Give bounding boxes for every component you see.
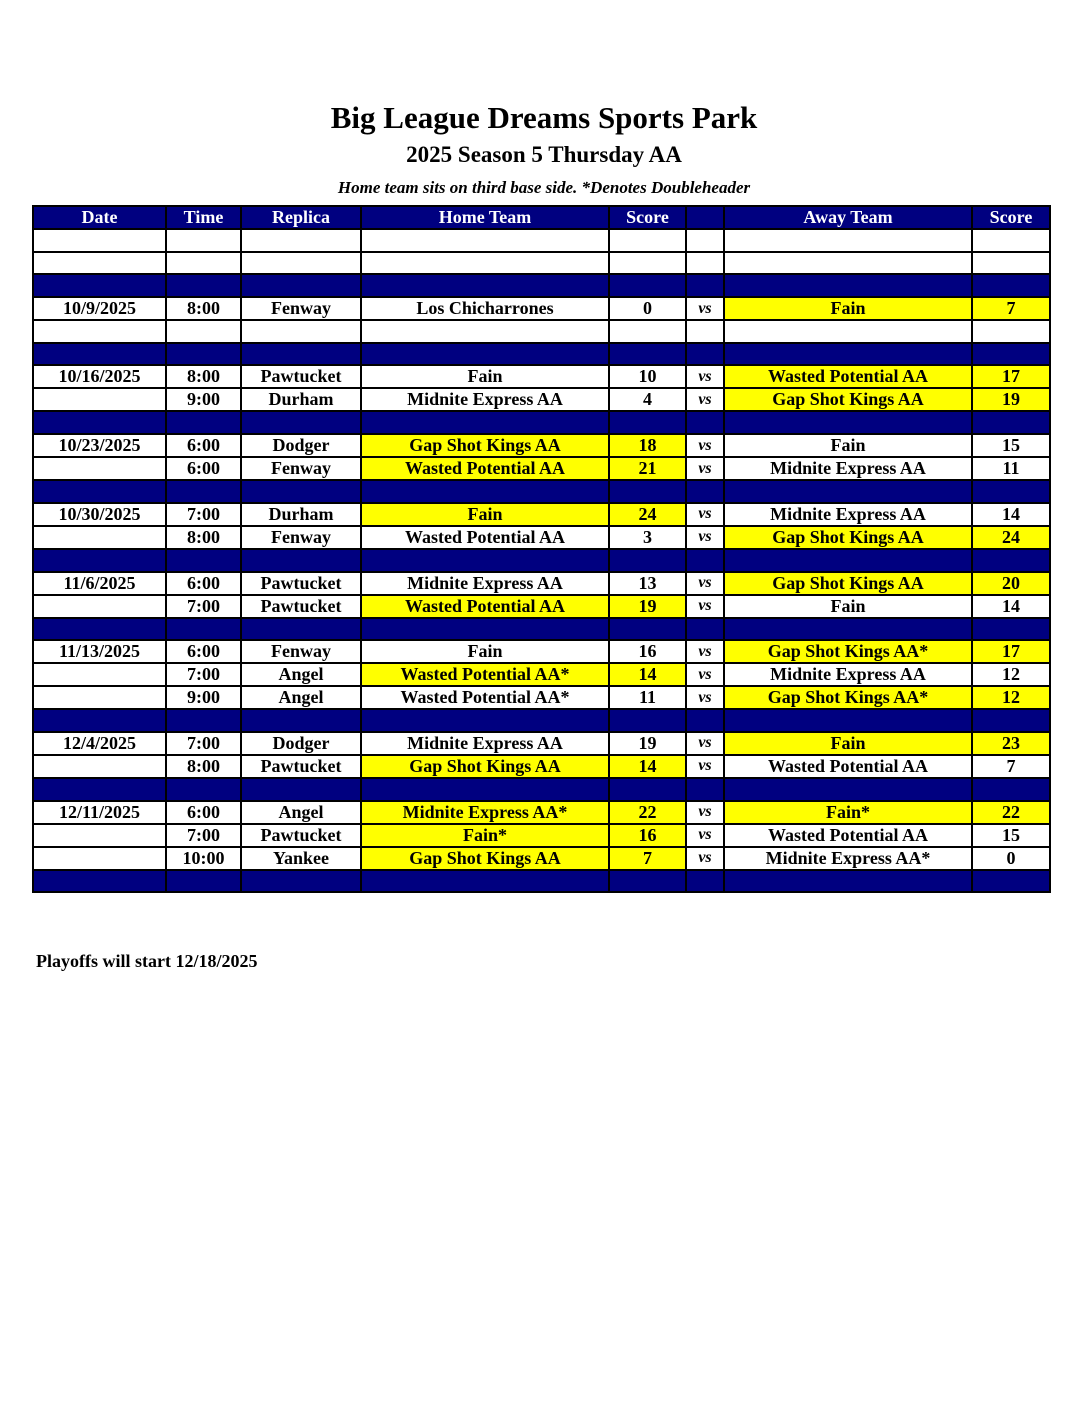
away-score-cell: 24 — [972, 526, 1050, 549]
replica-cell — [241, 274, 361, 297]
away-team-cell: Gap Shot Kings AA — [724, 572, 972, 595]
date-cell — [33, 252, 166, 275]
vs-cell — [686, 480, 724, 503]
home-score-cell — [609, 549, 686, 572]
away-team-cell: Wasted Potential AA — [724, 824, 972, 847]
home-score-cell — [609, 618, 686, 641]
away-team-cell: Fain — [724, 434, 972, 457]
table-header-row — [33, 206, 1050, 229]
time-cell — [166, 274, 241, 297]
replica-cell: Fenway — [241, 640, 361, 663]
home-score-cell: 22 — [609, 801, 686, 824]
replica-cell: Pawtucket — [241, 365, 361, 388]
away-team-cell: Fain — [724, 595, 972, 618]
away-score-cell: 12 — [972, 663, 1050, 686]
time-cell: 7:00 — [166, 663, 241, 686]
replica-cell — [241, 343, 361, 366]
replica-cell: Fenway — [241, 457, 361, 480]
time-cell: 6:00 — [166, 572, 241, 595]
vs-cell: vs — [686, 572, 724, 595]
time-cell — [166, 411, 241, 434]
date-cell — [33, 411, 166, 434]
away-score-cell — [972, 709, 1050, 732]
time-cell — [166, 618, 241, 641]
time-cell: 7:00 — [166, 732, 241, 755]
home-score-cell: 19 — [609, 732, 686, 755]
away-score-cell — [972, 252, 1050, 275]
vs-cell — [686, 252, 724, 275]
vs-cell: vs — [686, 388, 724, 411]
date-cell — [33, 870, 166, 893]
replica-cell — [241, 252, 361, 275]
date-cell — [33, 480, 166, 503]
home-team-cell: Fain — [361, 503, 609, 526]
date-cell — [33, 847, 166, 870]
date-cell: 11/6/2025 — [33, 572, 166, 595]
vs-cell: vs — [686, 663, 724, 686]
away-score-cell — [972, 229, 1050, 252]
time-cell — [166, 343, 241, 366]
home-team-cell — [361, 411, 609, 434]
vs-cell — [686, 618, 724, 641]
away-team-cell — [724, 549, 972, 572]
vs-cell: vs — [686, 801, 724, 824]
time-cell: 9:00 — [166, 388, 241, 411]
vs-cell — [686, 320, 724, 343]
date-cell — [33, 549, 166, 572]
replica-cell: Pawtucket — [241, 572, 361, 595]
replica-cell: Pawtucket — [241, 755, 361, 778]
time-cell: 7:00 — [166, 824, 241, 847]
away-score-cell — [972, 274, 1050, 297]
column-header-away-score: Score — [972, 206, 1050, 229]
time-cell — [166, 252, 241, 275]
away-score-cell: 17 — [972, 640, 1050, 663]
vs-cell — [686, 411, 724, 434]
home-team-cell — [361, 229, 609, 252]
away-team-cell: Gap Shot Kings AA* — [724, 640, 972, 663]
away-score-cell: 22 — [972, 801, 1050, 824]
home-score-cell: 11 — [609, 686, 686, 709]
away-team-cell: Midnite Express AA — [724, 457, 972, 480]
away-score-cell — [972, 343, 1050, 366]
replica-cell: Fenway — [241, 526, 361, 549]
separator-row — [33, 709, 1050, 732]
away-team-cell: Midnite Express AA — [724, 503, 972, 526]
vs-cell: vs — [686, 297, 724, 320]
game-row — [33, 572, 1050, 595]
vs-cell: vs — [686, 457, 724, 480]
replica-cell: Pawtucket — [241, 595, 361, 618]
date-cell — [33, 457, 166, 480]
page-subtitle: 2025 Season 5 Thursday AA — [406, 142, 682, 167]
home-score-cell: 24 — [609, 503, 686, 526]
date-cell: 12/11/2025 — [33, 801, 166, 824]
home-score-cell: 3 — [609, 526, 686, 549]
away-score-cell — [972, 618, 1050, 641]
time-cell: 6:00 — [166, 434, 241, 457]
home-team-cell: Midnite Express AA — [361, 572, 609, 595]
home-team-cell — [361, 709, 609, 732]
date-cell — [33, 618, 166, 641]
away-score-cell — [972, 480, 1050, 503]
page-title: Big League Dreams Sports Park — [330, 100, 758, 135]
date-cell — [33, 824, 166, 847]
separator-row — [33, 870, 1050, 893]
home-team-cell: Wasted Potential AA — [361, 526, 609, 549]
game-row — [33, 732, 1050, 755]
away-score-cell: 7 — [972, 755, 1050, 778]
home-team-cell — [361, 778, 609, 801]
away-score-cell: 15 — [972, 824, 1050, 847]
replica-cell: Durham — [241, 388, 361, 411]
game-row — [33, 755, 1050, 778]
blank-row — [33, 320, 1050, 343]
time-cell: 7:00 — [166, 595, 241, 618]
home-team-cell — [361, 618, 609, 641]
home-team-cell — [361, 274, 609, 297]
away-score-cell: 20 — [972, 572, 1050, 595]
home-score-cell: 19 — [609, 595, 686, 618]
vs-cell: vs — [686, 640, 724, 663]
home-score-cell: 7 — [609, 847, 686, 870]
replica-cell — [241, 229, 361, 252]
game-row — [33, 388, 1050, 411]
column-header-date: Date — [33, 206, 166, 229]
away-team-cell: Wasted Potential AA — [724, 365, 972, 388]
game-row — [33, 595, 1050, 618]
home-score-cell: 16 — [609, 824, 686, 847]
vs-cell — [686, 709, 724, 732]
vs-cell: vs — [686, 526, 724, 549]
replica-cell — [241, 411, 361, 434]
column-header-away-team: Away Team — [724, 206, 972, 229]
date-cell — [33, 663, 166, 686]
home-score-cell — [609, 480, 686, 503]
time-cell — [166, 549, 241, 572]
replica-cell: Fenway — [241, 297, 361, 320]
vs-cell: vs — [686, 434, 724, 457]
column-header-home-team: Home Team — [361, 206, 609, 229]
vs-cell — [686, 870, 724, 893]
date-cell — [33, 526, 166, 549]
separator-row — [33, 618, 1050, 641]
column-header-time: Time — [166, 206, 241, 229]
replica-cell: Angel — [241, 801, 361, 824]
date-cell: 10/23/2025 — [33, 434, 166, 457]
replica-cell — [241, 480, 361, 503]
away-team-cell: Midnite Express AA* — [724, 847, 972, 870]
vs-cell — [686, 229, 724, 252]
away-team-cell — [724, 411, 972, 434]
replica-cell — [241, 320, 361, 343]
home-score-cell — [609, 411, 686, 434]
home-team-cell: Gap Shot Kings AA — [361, 847, 609, 870]
time-cell — [166, 778, 241, 801]
game-row — [33, 503, 1050, 526]
away-score-cell — [972, 411, 1050, 434]
schedule-table — [32, 205, 1051, 893]
home-team-cell — [361, 252, 609, 275]
time-cell: 10:00 — [166, 847, 241, 870]
time-cell: 8:00 — [166, 526, 241, 549]
away-team-cell: Gap Shot Kings AA* — [724, 686, 972, 709]
time-cell — [166, 480, 241, 503]
away-score-cell: 0 — [972, 847, 1050, 870]
away-team-cell — [724, 709, 972, 732]
home-score-cell — [609, 343, 686, 366]
home-score-cell — [609, 229, 686, 252]
time-cell: 9:00 — [166, 686, 241, 709]
away-score-cell: 23 — [972, 732, 1050, 755]
playoffs-note: Playoffs will start 12/18/2025 — [36, 951, 258, 971]
away-team-cell: Gap Shot Kings AA — [724, 526, 972, 549]
blank-row — [33, 229, 1050, 252]
replica-cell: Dodger — [241, 732, 361, 755]
home-team-cell — [361, 343, 609, 366]
home-team-cell: Gap Shot Kings AA — [361, 434, 609, 457]
away-team-cell — [724, 870, 972, 893]
game-row — [33, 526, 1050, 549]
date-cell — [33, 343, 166, 366]
away-team-cell — [724, 229, 972, 252]
away-score-cell: 12 — [972, 686, 1050, 709]
home-score-cell: 14 — [609, 663, 686, 686]
date-cell: 10/30/2025 — [33, 503, 166, 526]
away-team-cell: Wasted Potential AA — [724, 755, 972, 778]
vs-cell: vs — [686, 824, 724, 847]
game-row — [33, 824, 1050, 847]
vs-cell: vs — [686, 686, 724, 709]
vs-cell: vs — [686, 755, 724, 778]
replica-cell: Angel — [241, 663, 361, 686]
home-team-cell: Los Chicharrones — [361, 297, 609, 320]
home-score-cell: 21 — [609, 457, 686, 480]
separator-row — [33, 549, 1050, 572]
home-score-cell — [609, 709, 686, 732]
time-cell: 8:00 — [166, 297, 241, 320]
away-team-cell: Gap Shot Kings AA — [724, 388, 972, 411]
replica-cell — [241, 618, 361, 641]
game-row — [33, 640, 1050, 663]
separator-row — [33, 343, 1050, 366]
time-cell: 6:00 — [166, 640, 241, 663]
vs-cell — [686, 343, 724, 366]
replica-cell: Pawtucket — [241, 824, 361, 847]
time-cell — [166, 320, 241, 343]
date-cell: 11/13/2025 — [33, 640, 166, 663]
home-score-cell: 14 — [609, 755, 686, 778]
game-row — [33, 801, 1050, 824]
date-cell — [33, 595, 166, 618]
home-score-cell — [609, 320, 686, 343]
separator-row — [33, 778, 1050, 801]
date-cell — [33, 229, 166, 252]
away-team-cell — [724, 343, 972, 366]
date-cell — [33, 709, 166, 732]
home-score-cell: 16 — [609, 640, 686, 663]
home-score-cell: 0 — [609, 297, 686, 320]
time-cell: 7:00 — [166, 503, 241, 526]
replica-cell — [241, 549, 361, 572]
home-team-cell — [361, 870, 609, 893]
away-score-cell: 17 — [972, 365, 1050, 388]
away-team-cell — [724, 778, 972, 801]
home-score-cell — [609, 870, 686, 893]
vs-cell: vs — [686, 732, 724, 755]
home-team-cell: Wasted Potential AA* — [361, 663, 609, 686]
date-cell — [33, 686, 166, 709]
date-cell: 12/4/2025 — [33, 732, 166, 755]
separator-row — [33, 480, 1050, 503]
time-cell — [166, 229, 241, 252]
home-score-cell — [609, 778, 686, 801]
time-cell: 6:00 — [166, 457, 241, 480]
away-team-cell — [724, 252, 972, 275]
away-team-cell — [724, 618, 972, 641]
away-team-cell — [724, 320, 972, 343]
away-team-cell: Fain* — [724, 801, 972, 824]
home-score-cell: 4 — [609, 388, 686, 411]
replica-cell — [241, 870, 361, 893]
game-row — [33, 365, 1050, 388]
home-team-cell: Fain — [361, 640, 609, 663]
date-cell — [33, 274, 166, 297]
date-cell: 10/16/2025 — [33, 365, 166, 388]
home-team-cell: Wasted Potential AA* — [361, 686, 609, 709]
home-score-cell: 10 — [609, 365, 686, 388]
vs-cell: vs — [686, 365, 724, 388]
vs-cell — [686, 778, 724, 801]
home-score-cell — [609, 252, 686, 275]
home-team-cell: Midnite Express AA — [361, 388, 609, 411]
date-cell: 10/9/2025 — [33, 297, 166, 320]
home-team-cell: Fain — [361, 365, 609, 388]
column-header-home-score: Score — [609, 206, 686, 229]
vs-cell: vs — [686, 595, 724, 618]
home-score-cell: 18 — [609, 434, 686, 457]
replica-cell — [241, 778, 361, 801]
away-score-cell: 14 — [972, 503, 1050, 526]
away-team-cell: Fain — [724, 297, 972, 320]
away-score-cell: 7 — [972, 297, 1050, 320]
replica-cell: Durham — [241, 503, 361, 526]
date-cell — [33, 778, 166, 801]
schedule-note: Home team sits on third base side. *Denotes Doubleheader — [337, 178, 751, 197]
home-team-cell — [361, 320, 609, 343]
home-team-cell: Fain* — [361, 824, 609, 847]
away-score-cell: 19 — [972, 388, 1050, 411]
time-cell: 6:00 — [166, 801, 241, 824]
game-row — [33, 434, 1050, 457]
away-score-cell: 11 — [972, 457, 1050, 480]
home-team-cell: Midnite Express AA* — [361, 801, 609, 824]
time-cell — [166, 709, 241, 732]
home-team-cell: Wasted Potential AA — [361, 457, 609, 480]
away-score-cell — [972, 778, 1050, 801]
vs-cell — [686, 274, 724, 297]
separator-row — [33, 274, 1050, 297]
date-cell — [33, 320, 166, 343]
away-team-cell: Midnite Express AA — [724, 663, 972, 686]
away-score-cell — [972, 870, 1050, 893]
away-team-cell — [724, 480, 972, 503]
game-row — [33, 686, 1050, 709]
home-team-cell — [361, 480, 609, 503]
home-score-cell — [609, 274, 686, 297]
time-cell — [166, 870, 241, 893]
game-row — [33, 663, 1050, 686]
home-team-cell: Gap Shot Kings AA — [361, 755, 609, 778]
home-team-cell: Midnite Express AA — [361, 732, 609, 755]
vs-cell: vs — [686, 503, 724, 526]
game-row — [33, 297, 1050, 320]
away-score-cell — [972, 320, 1050, 343]
separator-row — [33, 411, 1050, 434]
date-cell — [33, 755, 166, 778]
game-row — [33, 847, 1050, 870]
away-score-cell — [972, 549, 1050, 572]
time-cell: 8:00 — [166, 365, 241, 388]
game-row — [33, 457, 1050, 480]
time-cell: 8:00 — [166, 755, 241, 778]
blank-row — [33, 252, 1050, 275]
date-cell — [33, 388, 166, 411]
replica-cell: Dodger — [241, 434, 361, 457]
away-score-cell: 15 — [972, 434, 1050, 457]
column-header-vs — [686, 206, 724, 229]
vs-cell: vs — [686, 847, 724, 870]
away-team-cell — [724, 274, 972, 297]
away-team-cell: Fain — [724, 732, 972, 755]
replica-cell: Yankee — [241, 847, 361, 870]
column-header-replica: Replica — [241, 206, 361, 229]
replica-cell — [241, 709, 361, 732]
away-score-cell: 14 — [972, 595, 1050, 618]
vs-cell — [686, 549, 724, 572]
home-team-cell — [361, 549, 609, 572]
replica-cell: Angel — [241, 686, 361, 709]
home-team-cell: Wasted Potential AA — [361, 595, 609, 618]
home-score-cell: 13 — [609, 572, 686, 595]
